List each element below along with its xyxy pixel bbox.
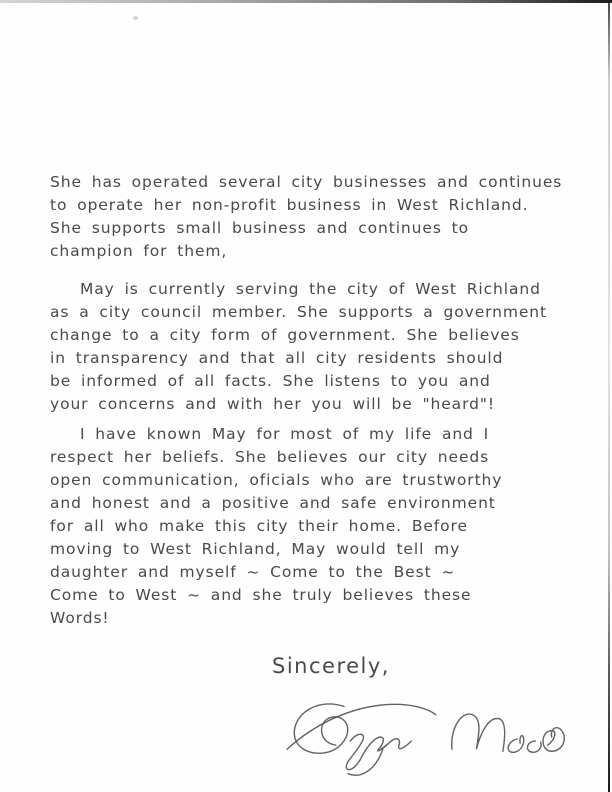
signature-stroke [348, 749, 383, 775]
letter-line: for all who make this city their home. Before [50, 517, 468, 535]
signature-stroke [452, 714, 505, 751]
letter-line: in transparency and that all city residents should [50, 349, 504, 367]
scan-artifact-right-edge [608, 2, 610, 792]
letter-line: open communication, oficials who are trustworthy [50, 471, 503, 489]
letter-line: Words! [50, 609, 110, 627]
letter-line: She has operated several city businesses and continues [50, 173, 563, 191]
letter-line: change to a city form of government. She believes [50, 326, 520, 344]
letter-line: She supports small business and continues to [50, 219, 469, 237]
letter-line: Come to West ~ and she truly believes these [50, 586, 472, 604]
signature-debra-mace [283, 690, 568, 782]
paragraph-businesses [50, 171, 595, 263]
scan-artifact-speck [133, 16, 138, 20]
signature-stroke [543, 728, 564, 752]
letter-line: May is currently serving the city of West Richland [80, 280, 541, 298]
letter-line: and honest and a positive and safe environment [50, 494, 496, 512]
letter-line: your concerns and with her you will be "heard"! [50, 395, 495, 413]
paragraph-personal-endorsement [50, 423, 595, 630]
signature-stroke [346, 734, 411, 769]
letter-line: as a city council member. She supports a government [50, 303, 548, 321]
letter-line: champion for them, [50, 242, 228, 260]
closing-sincerely: Sincerely, [272, 654, 390, 678]
signature-stroke [294, 704, 347, 753]
letter-line: be informed of all facts. She listens to you and [50, 372, 491, 390]
signature-stroke [508, 736, 541, 753]
letter-line: moving to West Richland, May would tell my [50, 540, 461, 558]
letter-line: daughter and myself ~ Come to the Best ~ [50, 563, 456, 581]
scan-artifact-top-edge [0, 0, 612, 3]
letter-line: to operate her non-profit business in West Richland. [50, 196, 529, 214]
letter-line: I have known May for most of my life and I [80, 425, 490, 443]
signature-handwriting-graphic [283, 690, 568, 782]
letter-line: respect her beliefs. She believes our city needs [50, 448, 490, 466]
paragraph-council-member [50, 278, 595, 416]
